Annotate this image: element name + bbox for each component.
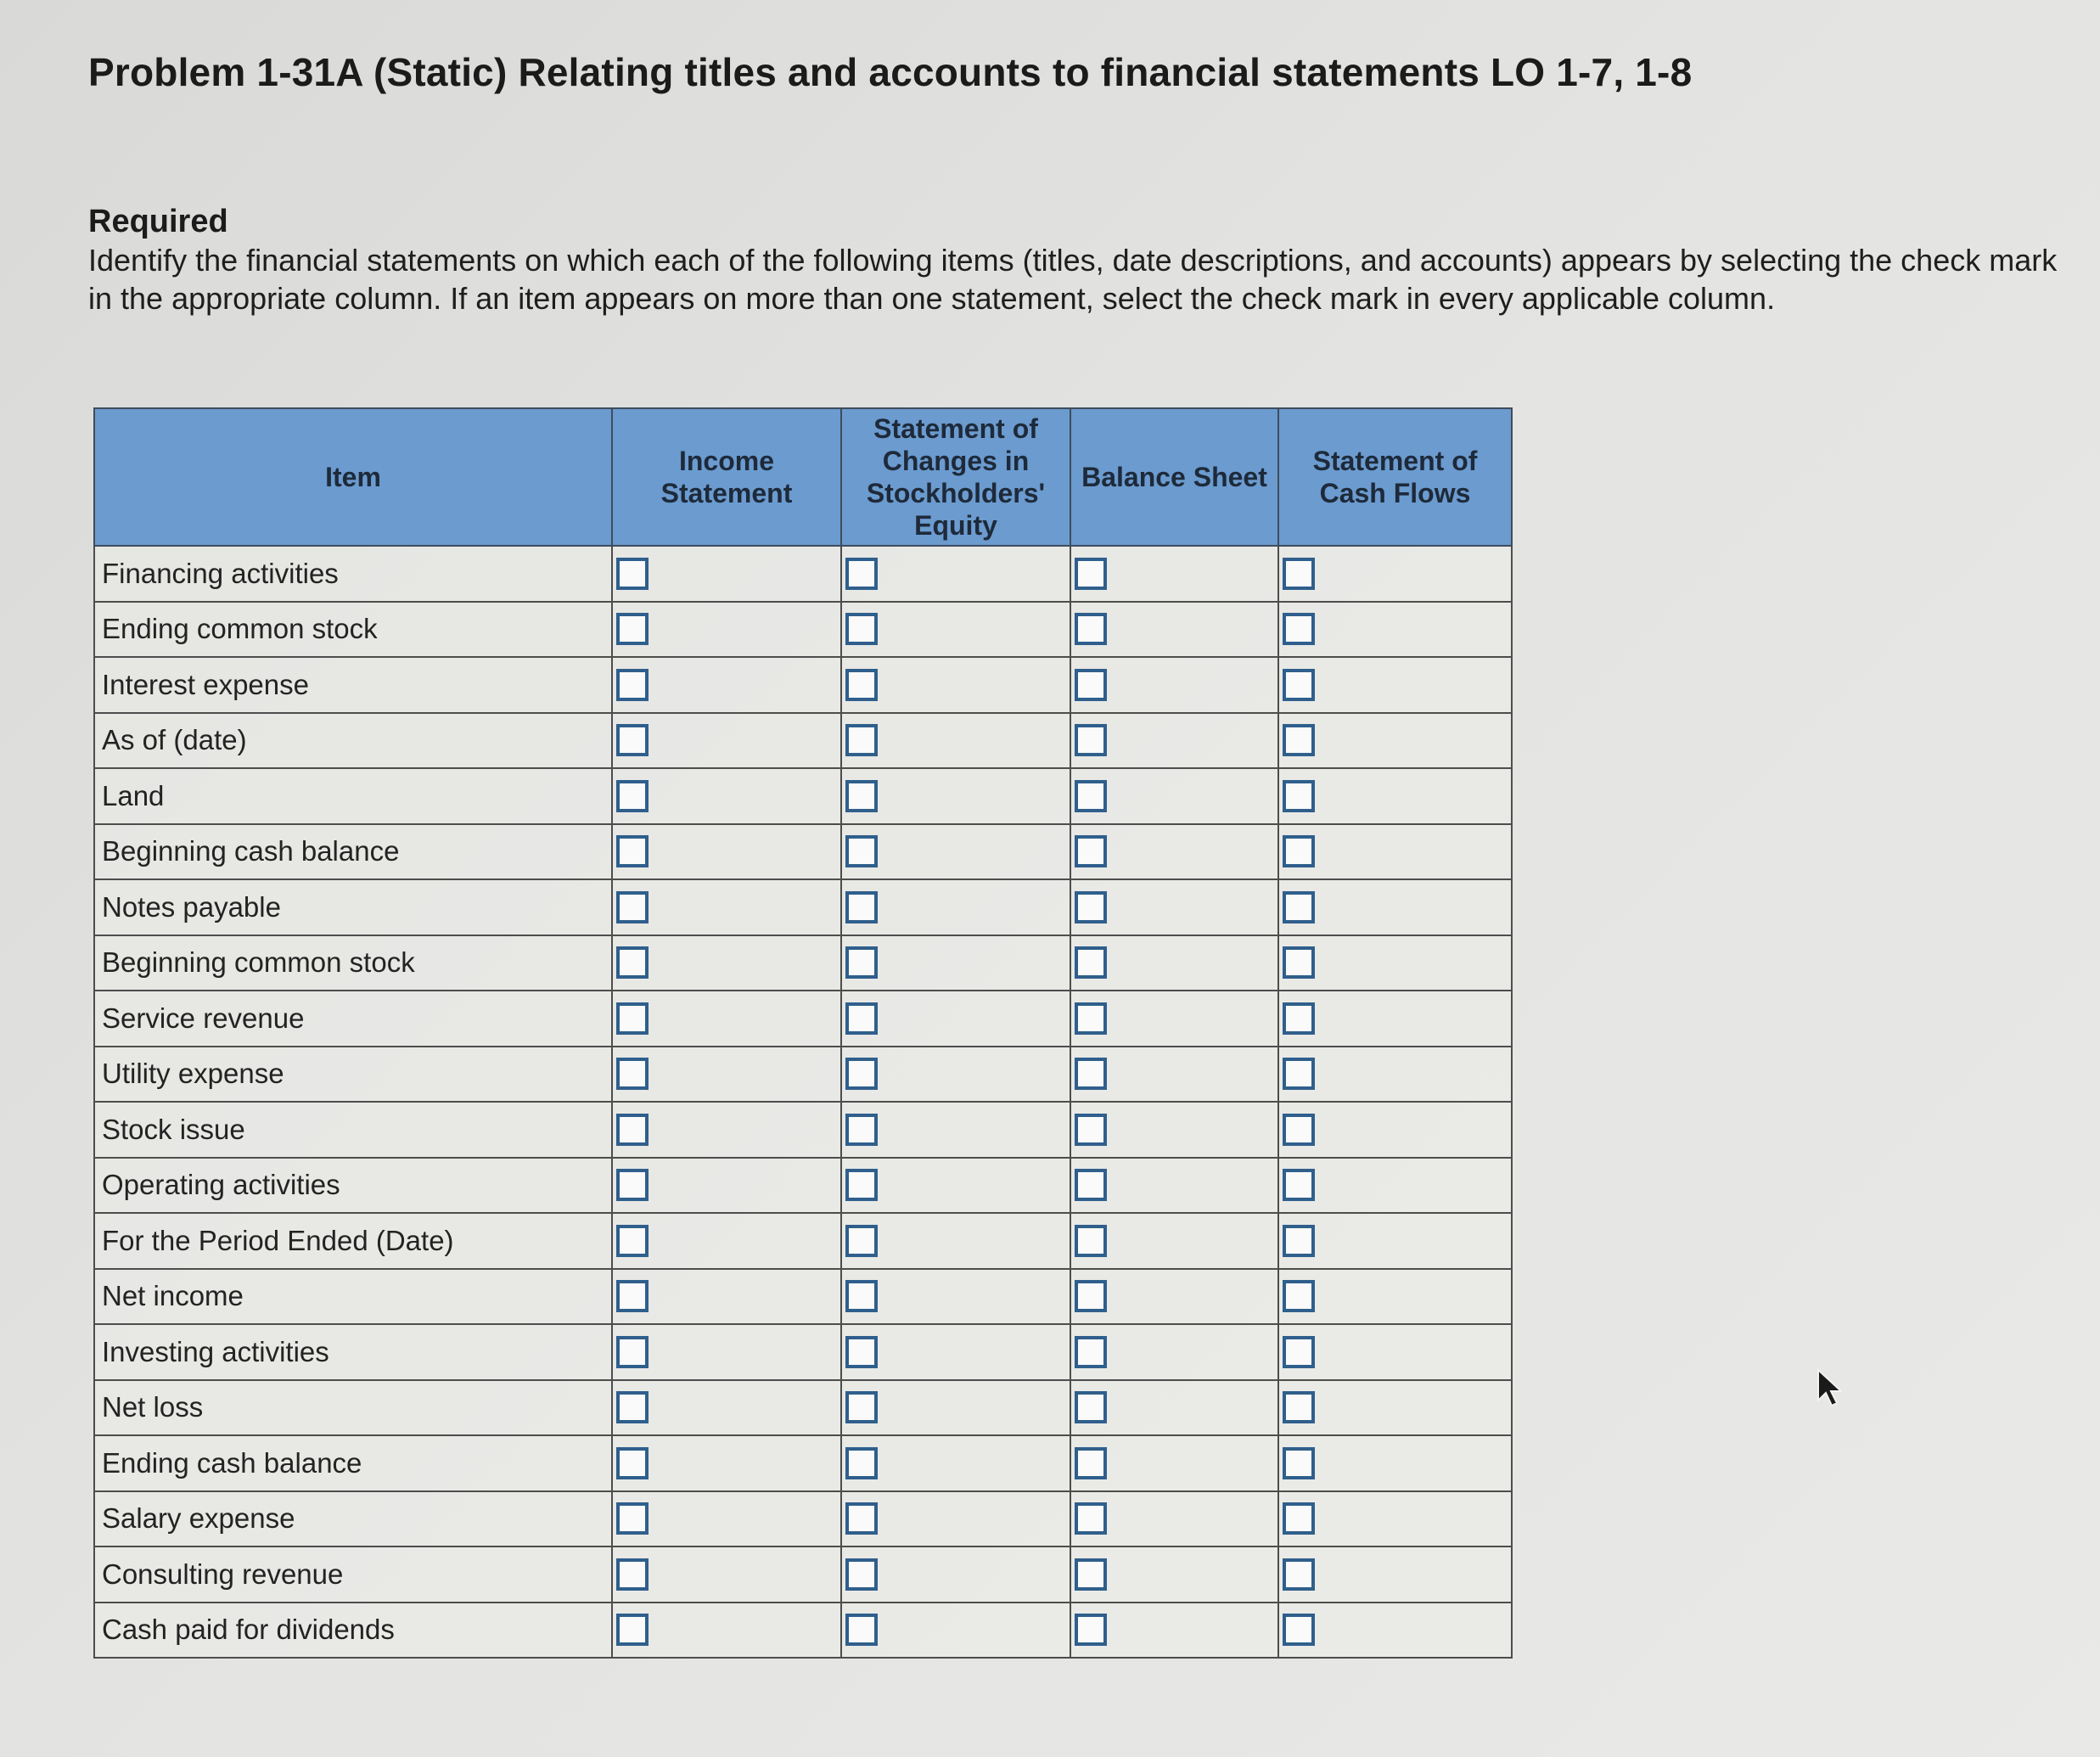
cash-flows-checkbox[interactable]	[1283, 1614, 1315, 1646]
cash-flows-checkbox[interactable]	[1283, 835, 1315, 867]
stockholders-equity-checkbox[interactable]	[845, 1058, 878, 1090]
mouse-cursor-icon	[1816, 1368, 1842, 1407]
cash-flows-checkbox[interactable]	[1283, 891, 1315, 923]
income-statement-checkbox[interactable]	[616, 1447, 649, 1479]
balance-sheet-checkbox[interactable]	[1075, 1225, 1107, 1257]
cash-flows-cell	[1278, 1158, 1512, 1214]
income-statement-cell	[612, 768, 841, 824]
item-label: For the Period Ended (Date)	[94, 1213, 612, 1269]
table-row	[94, 935, 1512, 991]
stockholders-equity-cell	[841, 1546, 1070, 1603]
cash-flows-cell	[1278, 602, 1512, 658]
cash-flows-checkbox[interactable]	[1283, 1447, 1315, 1479]
balance-sheet-checkbox[interactable]	[1075, 946, 1107, 979]
balance-sheet-checkbox[interactable]	[1075, 558, 1107, 590]
cash-flows-checkbox[interactable]	[1283, 1502, 1315, 1535]
cash-flows-checkbox[interactable]	[1283, 1280, 1315, 1312]
cash-flows-cell	[1278, 657, 1512, 713]
stockholders-equity-cell	[841, 1213, 1070, 1269]
balance-sheet-checkbox[interactable]	[1075, 669, 1107, 701]
stockholders-equity-checkbox[interactable]	[845, 1280, 878, 1312]
cash-flows-cell	[1278, 935, 1512, 991]
cash-flows-cell	[1278, 1102, 1512, 1158]
item-label: Net income	[94, 1269, 612, 1325]
stockholders-equity-cell	[841, 1102, 1070, 1158]
cash-flows-checkbox[interactable]	[1283, 724, 1315, 756]
income-statement-cell	[612, 1546, 841, 1603]
cash-flows-cell	[1278, 1491, 1512, 1547]
stockholders-equity-cell	[841, 879, 1070, 935]
table-row	[94, 824, 1512, 880]
cash-flows-checkbox[interactable]	[1283, 1002, 1315, 1035]
income-statement-checkbox[interactable]	[616, 613, 649, 645]
stockholders-equity-checkbox[interactable]	[845, 1558, 878, 1591]
item-label: Net loss	[94, 1380, 612, 1436]
income-statement-cell	[612, 657, 841, 713]
income-statement-cell	[612, 602, 841, 658]
table-row	[94, 879, 1512, 935]
table-row	[94, 546, 1512, 602]
stockholders-equity-checkbox[interactable]	[845, 780, 878, 812]
cash-flows-cell	[1278, 546, 1512, 602]
balance-sheet-checkbox[interactable]	[1075, 1002, 1107, 1035]
table-row	[94, 991, 1512, 1047]
income-statement-cell	[612, 991, 841, 1047]
item-label: Ending common stock	[94, 602, 612, 658]
income-statement-cell	[612, 546, 841, 602]
balance-sheet-checkbox[interactable]	[1075, 891, 1107, 923]
item-label: Land	[94, 768, 612, 824]
balance-sheet-cell	[1070, 1158, 1278, 1214]
income-statement-checkbox[interactable]	[616, 669, 649, 701]
stockholders-equity-checkbox[interactable]	[845, 1447, 878, 1479]
stockholders-equity-cell	[841, 602, 1070, 658]
stockholders-equity-cell	[841, 1269, 1070, 1325]
balance-sheet-cell	[1070, 1047, 1278, 1103]
table-body	[94, 546, 1512, 1658]
table-row	[94, 1269, 1512, 1325]
income-statement-checkbox[interactable]	[616, 1169, 649, 1201]
balance-sheet-checkbox[interactable]	[1075, 1502, 1107, 1535]
stockholders-equity-checkbox[interactable]	[845, 1225, 878, 1257]
income-statement-checkbox[interactable]	[616, 1336, 649, 1368]
cash-flows-checkbox[interactable]	[1283, 1336, 1315, 1368]
table-row	[94, 1380, 1512, 1436]
income-statement-cell	[612, 713, 841, 769]
income-statement-cell	[612, 1324, 841, 1380]
income-statement-cell	[612, 1491, 841, 1547]
header-row	[94, 408, 1512, 546]
header-balance-sheet: Balance Sheet	[1070, 408, 1278, 546]
balance-sheet-cell	[1070, 1324, 1278, 1380]
balance-sheet-cell	[1070, 1269, 1278, 1325]
stockholders-equity-cell	[841, 546, 1070, 602]
stockholders-equity-cell	[841, 935, 1070, 991]
stockholders-equity-checkbox[interactable]	[845, 1391, 878, 1423]
cash-flows-checkbox[interactable]	[1283, 613, 1315, 645]
header-income-statement: Income Statement	[612, 408, 841, 546]
cash-flows-checkbox[interactable]	[1283, 669, 1315, 701]
income-statement-cell	[612, 1047, 841, 1103]
income-statement-cell	[612, 1158, 841, 1214]
income-statement-checkbox[interactable]	[616, 1114, 649, 1146]
cash-flows-cell	[1278, 1603, 1512, 1659]
income-statement-checkbox[interactable]	[616, 1391, 649, 1423]
stockholders-equity-checkbox[interactable]	[845, 558, 878, 590]
item-label: Beginning common stock	[94, 935, 612, 991]
instructions-text: Identify the financial statements on which each of the following items (titles, date descriptions, and accounts) appears by selecting the check mark in the appropriate column. If an item appears on more than one statement, select the check mark in every applicable column.	[88, 243, 2058, 316]
item-label: Stock issue	[94, 1102, 612, 1158]
stockholders-equity-cell	[841, 1047, 1070, 1103]
stockholders-equity-checkbox[interactable]	[845, 891, 878, 923]
balance-sheet-cell	[1070, 879, 1278, 935]
item-label: Interest expense	[94, 657, 612, 713]
income-statement-checkbox[interactable]	[616, 891, 649, 923]
income-statement-cell	[612, 879, 841, 935]
cash-flows-checkbox[interactable]	[1283, 1114, 1315, 1146]
income-statement-checkbox[interactable]	[616, 1225, 649, 1257]
stockholders-equity-cell	[841, 824, 1070, 880]
cash-flows-cell	[1278, 1435, 1512, 1491]
income-statement-cell	[612, 1435, 841, 1491]
cash-flows-checkbox[interactable]	[1283, 1058, 1315, 1090]
income-statement-cell	[612, 935, 841, 991]
income-statement-cell	[612, 824, 841, 880]
balance-sheet-checkbox[interactable]	[1075, 1391, 1107, 1423]
balance-sheet-checkbox[interactable]	[1075, 1614, 1107, 1646]
balance-sheet-cell	[1070, 546, 1278, 602]
income-statement-checkbox[interactable]	[616, 780, 649, 812]
balance-sheet-cell	[1070, 1102, 1278, 1158]
page-title: Problem 1-31A (Static) Relating titles and accounts to financial statements LO 1-7, 1-8	[88, 50, 1693, 94]
stockholders-equity-checkbox[interactable]	[845, 1614, 878, 1646]
statements-table	[93, 407, 1513, 1659]
cash-flows-checkbox[interactable]	[1283, 1225, 1315, 1257]
statements-table-container	[93, 407, 1511, 1659]
stockholders-equity-checkbox[interactable]	[845, 1114, 878, 1146]
stockholders-equity-cell	[841, 1435, 1070, 1491]
balance-sheet-checkbox[interactable]	[1075, 835, 1107, 867]
table-row	[94, 1102, 1512, 1158]
stockholders-equity-cell	[841, 657, 1070, 713]
income-statement-cell	[612, 1102, 841, 1158]
table-row	[94, 1213, 1512, 1269]
table-row	[94, 1491, 1512, 1547]
cash-flows-cell	[1278, 824, 1512, 880]
balance-sheet-cell	[1070, 1546, 1278, 1603]
balance-sheet-checkbox[interactable]	[1075, 1114, 1107, 1146]
table-row	[94, 1546, 1512, 1603]
stockholders-equity-checkbox[interactable]	[845, 1002, 878, 1035]
required-heading: Required	[88, 204, 228, 239]
income-statement-checkbox[interactable]	[616, 1614, 649, 1646]
balance-sheet-checkbox[interactable]	[1075, 780, 1107, 812]
cash-flows-cell	[1278, 1380, 1512, 1436]
stockholders-equity-checkbox[interactable]	[845, 835, 878, 867]
table-row	[94, 1324, 1512, 1380]
balance-sheet-cell	[1070, 1491, 1278, 1547]
cash-flows-cell	[1278, 713, 1512, 769]
item-label: Notes payable	[94, 879, 612, 935]
cash-flows-cell	[1278, 1546, 1512, 1603]
item-label: Investing activities	[94, 1324, 612, 1380]
balance-sheet-cell	[1070, 1603, 1278, 1659]
item-label: Consulting revenue	[94, 1546, 612, 1603]
balance-sheet-cell	[1070, 935, 1278, 991]
table-row	[94, 657, 1512, 713]
income-statement-checkbox[interactable]	[616, 724, 649, 756]
item-label: Beginning cash balance	[94, 824, 612, 880]
balance-sheet-checkbox[interactable]	[1075, 1169, 1107, 1201]
balance-sheet-cell	[1070, 991, 1278, 1047]
item-label: Utility expense	[94, 1047, 612, 1103]
item-label: Cash paid for dividends	[94, 1603, 612, 1659]
balance-sheet-cell	[1070, 657, 1278, 713]
stockholders-equity-checkbox[interactable]	[845, 724, 878, 756]
cash-flows-cell	[1278, 1213, 1512, 1269]
income-statement-checkbox[interactable]	[616, 835, 649, 867]
income-statement-cell	[612, 1380, 841, 1436]
income-statement-cell	[612, 1213, 841, 1269]
cash-flows-checkbox[interactable]	[1283, 780, 1315, 812]
balance-sheet-cell	[1070, 1435, 1278, 1491]
balance-sheet-cell	[1070, 824, 1278, 880]
table-row	[94, 768, 1512, 824]
income-statement-checkbox[interactable]	[616, 1002, 649, 1035]
table-row	[94, 713, 1512, 769]
table-row	[94, 602, 1512, 658]
item-label: Operating activities	[94, 1158, 612, 1214]
stockholders-equity-checkbox[interactable]	[845, 613, 878, 645]
stockholders-equity-checkbox[interactable]	[845, 669, 878, 701]
balance-sheet-checkbox[interactable]	[1075, 724, 1107, 756]
cash-flows-cell	[1278, 991, 1512, 1047]
stockholders-equity-cell	[841, 1324, 1070, 1380]
stockholders-equity-cell	[841, 1603, 1070, 1659]
item-label: Service revenue	[94, 991, 612, 1047]
cash-flows-cell	[1278, 1047, 1512, 1103]
balance-sheet-checkbox[interactable]	[1075, 1336, 1107, 1368]
balance-sheet-cell	[1070, 768, 1278, 824]
balance-sheet-cell	[1070, 713, 1278, 769]
income-statement-checkbox[interactable]	[616, 1502, 649, 1535]
income-statement-checkbox[interactable]	[616, 1558, 649, 1591]
balance-sheet-checkbox[interactable]	[1075, 1058, 1107, 1090]
income-statement-checkbox[interactable]	[616, 1058, 649, 1090]
stockholders-equity-cell	[841, 1380, 1070, 1436]
table-row	[94, 1158, 1512, 1214]
table-row	[94, 1047, 1512, 1103]
item-label: Salary expense	[94, 1491, 612, 1547]
stockholders-equity-cell	[841, 1491, 1070, 1547]
balance-sheet-checkbox[interactable]	[1075, 613, 1107, 645]
balance-sheet-cell	[1070, 602, 1278, 658]
item-label: Financing activities	[94, 546, 612, 602]
stockholders-equity-cell	[841, 991, 1070, 1047]
stockholders-equity-cell	[841, 1158, 1070, 1214]
header-stockholders-equity: Statement of Changes in Stockholders' Equity	[841, 408, 1070, 546]
stockholders-equity-cell	[841, 713, 1070, 769]
stockholders-equity-checkbox[interactable]	[845, 1502, 878, 1535]
balance-sheet-cell	[1070, 1380, 1278, 1436]
balance-sheet-cell	[1070, 1213, 1278, 1269]
stockholders-equity-checkbox[interactable]	[845, 946, 878, 979]
table-row	[94, 1603, 1512, 1659]
stockholders-equity-checkbox[interactable]	[845, 1169, 878, 1201]
income-statement-checkbox[interactable]	[616, 558, 649, 590]
cash-flows-cell	[1278, 879, 1512, 935]
cash-flows-checkbox[interactable]	[1283, 1391, 1315, 1423]
cash-flows-cell	[1278, 768, 1512, 824]
income-statement-checkbox[interactable]	[616, 1280, 649, 1312]
header-cash-flows: Statement of Cash Flows	[1278, 408, 1512, 546]
item-label: Ending cash balance	[94, 1435, 612, 1491]
balance-sheet-checkbox[interactable]	[1075, 1558, 1107, 1591]
table-row	[94, 1435, 1512, 1491]
item-label: As of (date)	[94, 713, 612, 769]
cash-flows-cell	[1278, 1269, 1512, 1325]
cash-flows-checkbox[interactable]	[1283, 558, 1315, 590]
stockholders-equity-checkbox[interactable]	[845, 1336, 878, 1368]
header-item: Item	[94, 408, 612, 546]
cash-flows-checkbox[interactable]	[1283, 946, 1315, 979]
balance-sheet-checkbox[interactable]	[1075, 1447, 1107, 1479]
income-statement-cell	[612, 1269, 841, 1325]
stockholders-equity-cell	[841, 768, 1070, 824]
balance-sheet-checkbox[interactable]	[1075, 1280, 1107, 1312]
income-statement-cell	[612, 1603, 841, 1659]
income-statement-checkbox[interactable]	[616, 946, 649, 979]
cash-flows-checkbox[interactable]	[1283, 1169, 1315, 1201]
cash-flows-cell	[1278, 1324, 1512, 1380]
cash-flows-checkbox[interactable]	[1283, 1558, 1315, 1591]
